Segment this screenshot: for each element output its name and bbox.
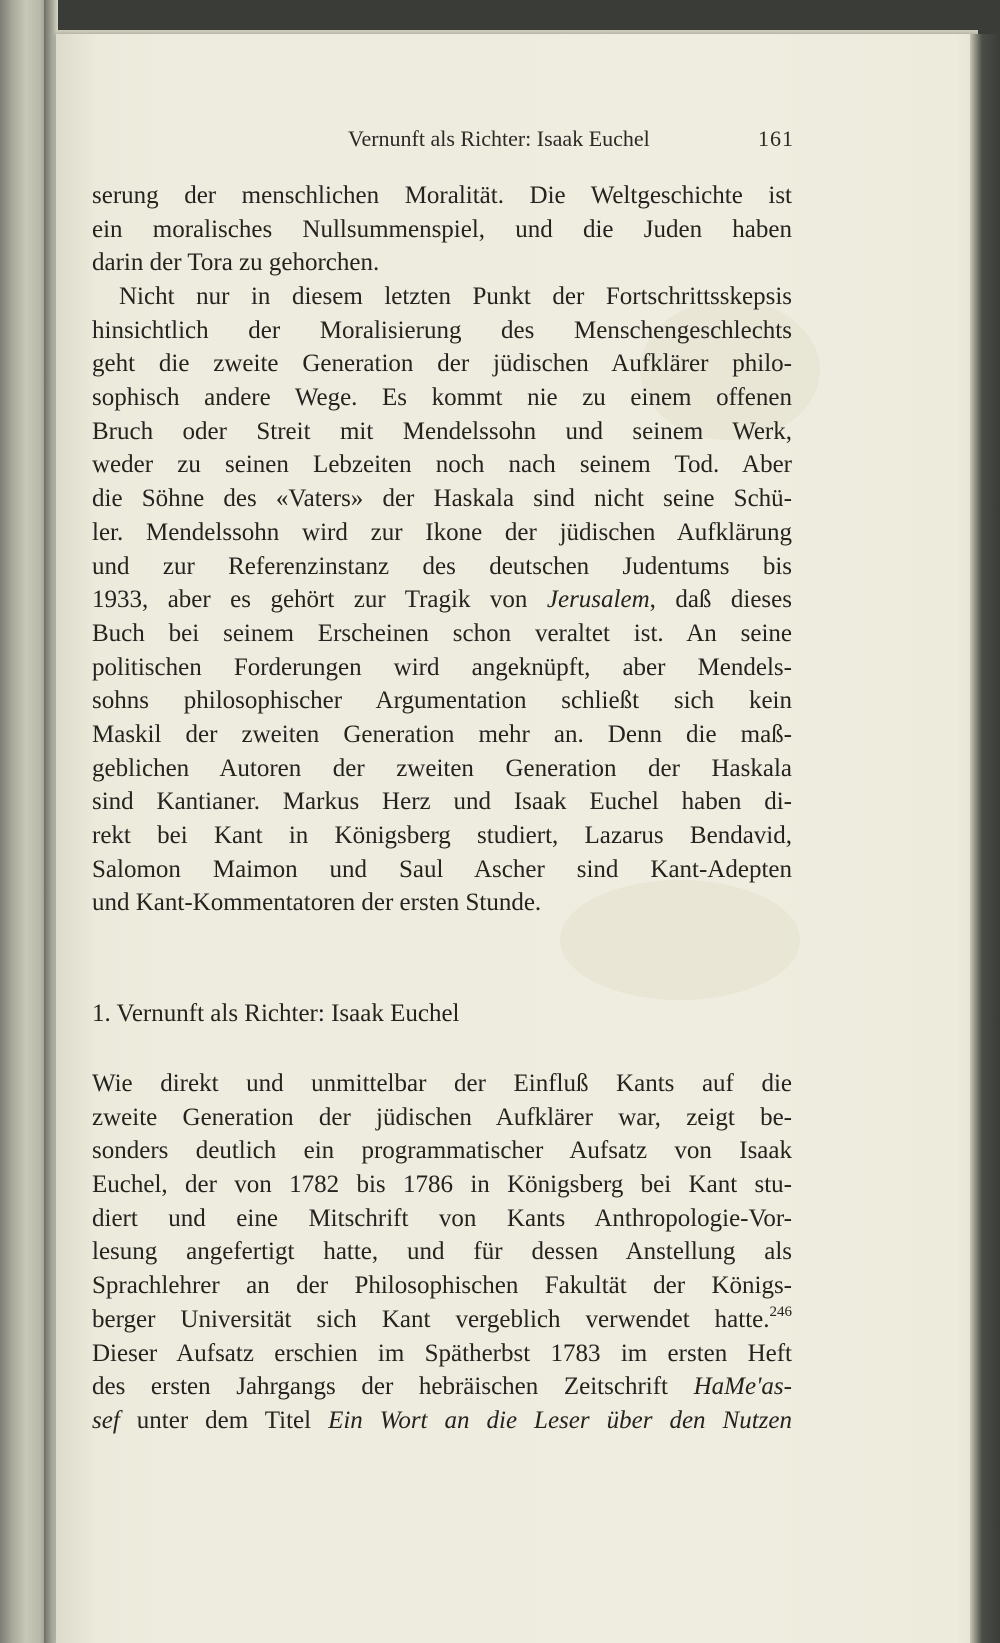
paragraph-1	[92, 179, 792, 280]
text-segment: , daß dieses	[649, 586, 792, 614]
text-segment: des ersten Jahrgangs der hebräischen Zeitschrift	[92, 1373, 694, 1401]
paragraph-2	[92, 280, 792, 920]
text-line: Dieser Aufsatz erschien im Spätherbst 1783 im ersten Heft	[92, 1339, 792, 1367]
text-line: Salomon Maimon und Saul Ascher sind Kant-Adepten	[92, 855, 792, 883]
text-line: geblichen Autoren der zweiten Generation der Haskala	[92, 754, 792, 782]
text-line: Maskil der zweiten Generation mehr an. Denn die maß-	[92, 720, 792, 748]
running-title: Vernunft als Richter: Isaak Euchel	[348, 126, 650, 151]
text-line: Sprachlehrer an der Philosophischen Fakultät der Königs-	[92, 1272, 792, 1300]
journal-title-continued: sef	[92, 1406, 120, 1434]
journal-title: HaMe'as-	[693, 1373, 792, 1401]
text-line: Nicht nur in diesem letzten Punkt der Fortschrittsskepsis	[119, 283, 792, 310]
page-number: 161	[758, 126, 794, 151]
text-line: sophisch andere Wege. Es kommt nie zu einem offenen	[92, 384, 792, 412]
text-segment: 1933, aber es gehört zur Tragik von	[92, 586, 547, 614]
text-segment: unter dem Titel	[119, 1406, 329, 1434]
text-line-with-footnote	[92, 1303, 792, 1337]
text-line: lesung angefertigt hatte, und für dessen Anstellung als	[92, 1238, 792, 1266]
section-heading: 1. Vernunft als Richter: Isaak Euchel	[92, 1000, 460, 1027]
text-line: politischen Forderungen wird angeknüpft, aber Mendels-	[92, 653, 792, 681]
page-right-edge	[970, 34, 1000, 1643]
text-line: hinsichtlich der Moralisierung des Menschengeschlechts	[92, 316, 792, 344]
text-line-with-italic	[92, 1370, 792, 1404]
text-segment: berger Universität sich Kant vergeblich verwendet hatte.	[92, 1305, 770, 1333]
text-line: Buch bei seinem Erscheinen schon veraltet ist. An seine	[92, 619, 792, 647]
paragraph-3	[92, 1067, 792, 1438]
text-line: ein moralisches Nullsummenspiel, und die Juden haben	[92, 215, 792, 243]
running-header	[300, 126, 794, 156]
text-line: diert und eine Mitschrift von Kants Anthropologie-Vor-	[92, 1204, 792, 1232]
essay-title: Ein Wort an die Leser über den Nutzen	[328, 1406, 792, 1434]
text-line-with-italic	[92, 1404, 792, 1438]
text-line: und Kant-Kommentatoren der ersten Stunde.	[92, 889, 542, 917]
text-line: Euchel, der von 1782 bis 1786 in Königsberg bei Kant stu-	[92, 1171, 792, 1199]
text-line: sohns philosophischer Argumentation schließt sich kein	[92, 687, 792, 715]
text-line-with-italic	[92, 583, 792, 617]
text-line: geht die zweite Generation der jüdischen Aufklärer philo-	[92, 350, 792, 378]
text-line: Bruch oder Streit mit Mendelssohn und seinem Werk,	[92, 417, 792, 445]
text-line: zweite Generation der jüdischen Aufklärer war, zeigt be-	[92, 1103, 792, 1131]
text-line: darin der Tora zu gehorchen.	[92, 249, 380, 277]
book-title-jerusalem: Jerusalem	[546, 586, 650, 614]
text-line: und zur Referenzinstanz des deutschen Judentums bis	[92, 552, 792, 580]
text-line: rekt bei Kant in Königsberg studiert, Lazarus Bendavid,	[92, 822, 792, 849]
text-line: weder zu seinen Lebzeiten noch nach seinem Tod. Aber	[92, 451, 792, 479]
footnote-reference[interactable]: 246	[769, 1303, 792, 1320]
text-line: ler. Mendelssohn wird zur Ikone der jüdischen Aufklärung	[92, 518, 792, 546]
text-line: sind Kantianer. Markus Herz und Isaak Euchel haben di-	[92, 788, 792, 816]
text-line: Wie direkt und unmittelbar der Einfluß Kants auf die	[92, 1070, 792, 1097]
previous-page-edge	[0, 0, 48, 1643]
text-line: die Söhne des «Vaters» der Haskala sind nicht seine Schü-	[92, 485, 792, 513]
text-line: serung der menschlichen Moralität. Die Weltgeschichte ist	[92, 182, 792, 209]
text-line: sonders deutlich ein programmatischer Aufsatz von Isaak	[92, 1137, 792, 1165]
